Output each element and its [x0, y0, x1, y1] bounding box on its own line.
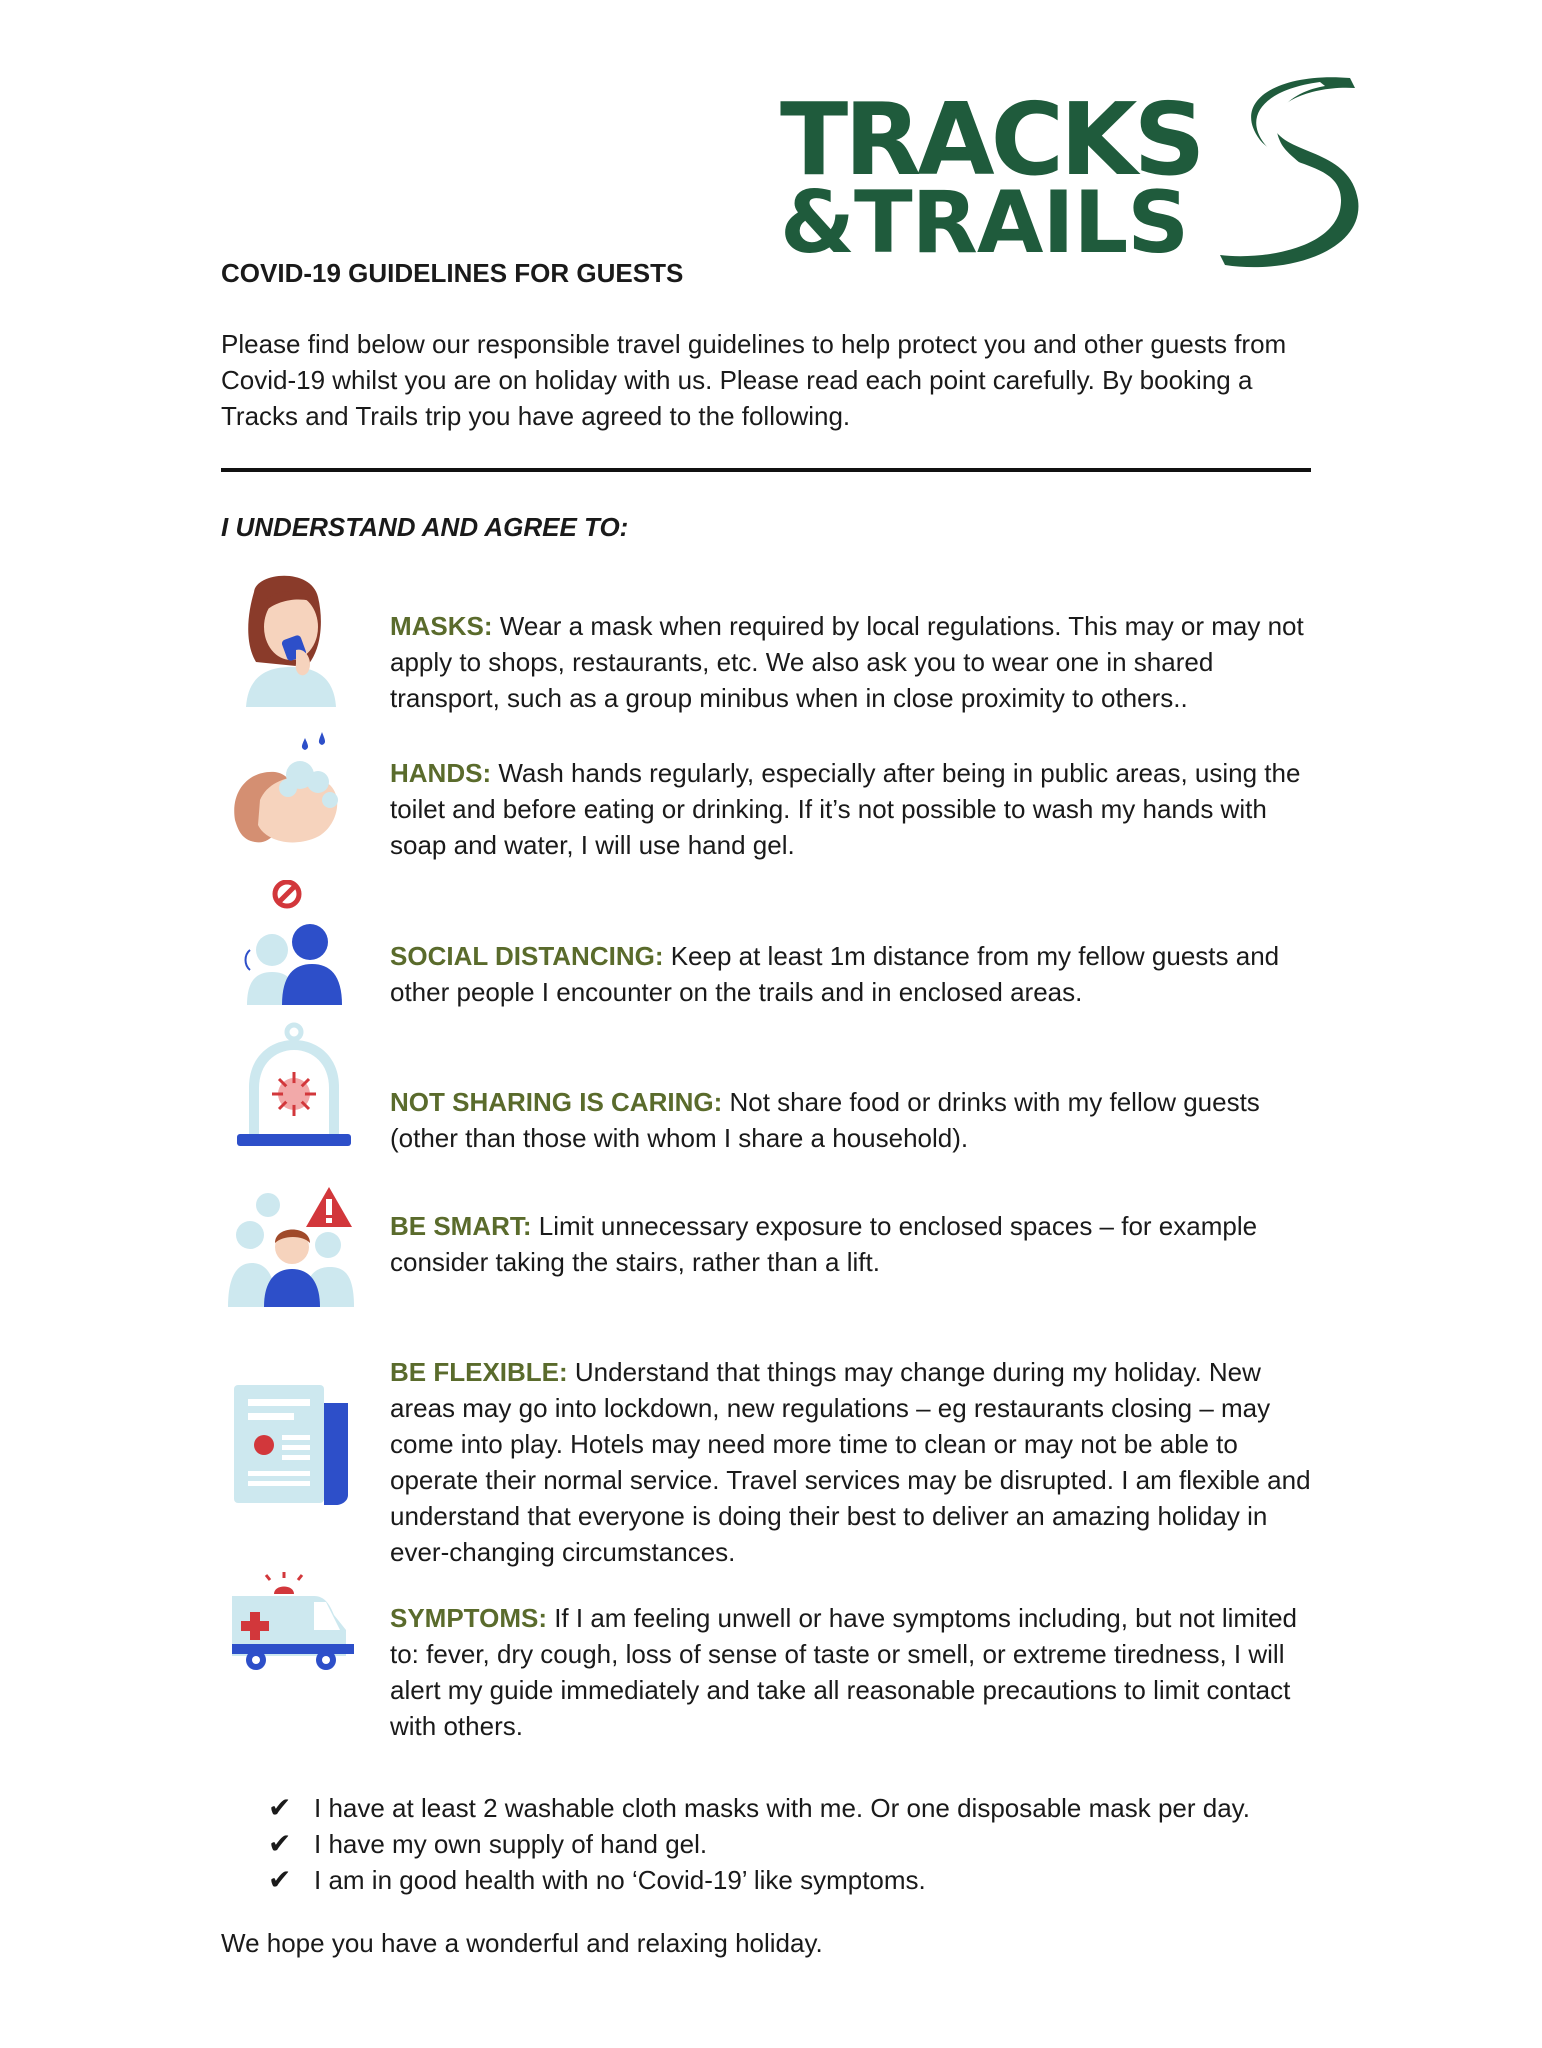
guideline-hands	[390, 755, 1320, 863]
guideline-masks	[390, 608, 1320, 716]
guideline-text: Not share food or drinks with my fellow guests (other than those with whom I share a household).	[390, 1087, 1260, 1153]
news-document-icon	[234, 1383, 352, 1505]
hand-washing-icon	[230, 730, 350, 855]
checkmark-icon: ✔	[268, 1828, 292, 1859]
crowd-warning-icon	[228, 1185, 354, 1307]
guideline-keyword: HANDS:	[390, 758, 492, 788]
logo-line2: &TRAILS	[780, 173, 1189, 273]
checkmark-icon: ✔	[268, 1864, 292, 1895]
checkmark-icon: ✔	[268, 1792, 292, 1823]
logo-line1: TRACKS	[780, 81, 1202, 198]
guideline-keyword: NOT SHARING IS CARING:	[390, 1087, 723, 1117]
closing-line: We hope you have a wonderful and relaxing holiday.	[221, 1928, 823, 1958]
intro-paragraph: Please find below our responsible travel guidelines to help protect you and other guests from Covid-19 whilst you are on holiday with us. Please read each point carefully. By booking a Tracks and Trails trip you have agreed to the following.	[221, 329, 1287, 431]
guideline-text: Wash hands regularly, especially after being in public areas, using the toilet and before eating or drinking. If it’s not possible to wash my hands with soap and water, I will use hand gel.	[390, 758, 1301, 860]
guideline-social-distancing	[390, 938, 1320, 1010]
guideline-text: Understand that things may change during my holiday. New areas may go into lockdown, new regulations – eg restaurants closing – may come into play. Hotels may need more time to clean or may not be able to operate their normal service. Travel services may be disrupted. I am flexible and understand that everyone is doing their best to deliver an amazing holiday in ever-changing circumstances.	[390, 1357, 1311, 1567]
guideline-symptoms	[390, 1600, 1320, 1744]
brand-logo	[780, 70, 1360, 273]
guideline-keyword: BE SMART:	[390, 1211, 532, 1241]
checklist-text: I am in good health with no ‘Covid-19’ like symptoms.	[314, 1865, 926, 1895]
guideline-text: Wear a mask when required by local regulations. This may or may not apply to shops, restaurants, etc. We also ask you to wear one in shared transport, such as a group minibus when in close proximity to others..	[390, 611, 1304, 713]
page-title: COVID-19 GUIDELINES FOR GUESTS	[221, 258, 684, 288]
guideline-text: Keep at least 1m distance from my fellow guests and other people I encounter on the trails and in enclosed areas.	[390, 941, 1280, 1007]
guideline-not-sharing	[390, 1084, 1320, 1156]
social-distancing-icon	[242, 880, 347, 1005]
guideline-be-flexible	[390, 1354, 1320, 1570]
divider	[221, 468, 1311, 472]
guideline-be-smart	[390, 1208, 1320, 1280]
guideline-keyword: SYMPTOMS:	[390, 1603, 547, 1633]
guideline-keyword: MASKS:	[390, 611, 493, 641]
checklist-text: I have my own supply of hand gel.	[314, 1829, 708, 1859]
guideline-keyword: BE FLEXIBLE:	[390, 1357, 568, 1387]
checklist-item	[268, 1790, 1250, 1826]
agree-heading: I UNDERSTAND AND AGREE TO:	[221, 512, 629, 542]
virus-dome-icon	[235, 1022, 353, 1150]
checklist	[268, 1790, 1250, 1898]
guideline-text: Limit unnecessary exposure to enclosed spaces – for example consider taking the stairs, rather than a lift.	[390, 1211, 1258, 1277]
checklist-item	[268, 1862, 1250, 1898]
guideline-keyword: SOCIAL DISTANCING:	[390, 941, 664, 971]
checklist-item	[268, 1826, 1250, 1862]
logo-swoosh-icon	[1200, 70, 1360, 270]
ambulance-icon	[230, 1570, 356, 1676]
mask-person-icon	[236, 572, 346, 707]
guideline-text: If I am feeling unwell or have symptoms including, but not limited to: fever, dry cough, loss of sense of taste or smell, or extreme tiredness, I will alert my guide immediately and take all reasonable precautions to limit contact with others.	[390, 1603, 1298, 1741]
checklist-text: I have at least 2 washable cloth masks with me. Or one disposable mask per day.	[314, 1793, 1250, 1823]
